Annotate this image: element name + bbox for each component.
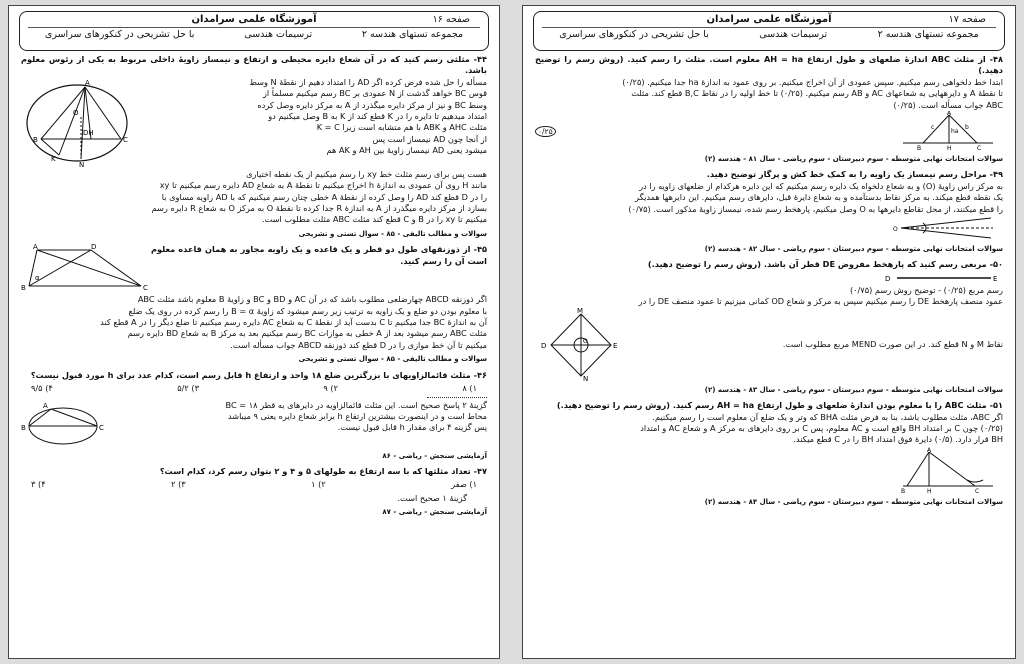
- q44-line: میشود یعنی AD نیمساز زاویهٔ بین AH و AK هم: [326, 145, 487, 156]
- segment-de-figure: [883, 271, 1003, 285]
- q44-line: مثلث AHC و ABK با هم متشابه است زیرا K = C: [316, 122, 487, 133]
- q45-line: مثلث ABC رسم میشود بعد از A خطی به موازات BC رسم میکنیم بعد به مرکز B به شعاع BD دایره رسم: [127, 328, 487, 339]
- svg-text:B: B: [917, 145, 922, 152]
- q45-line: با معلوم بودن دو ضلع و یک زاویه به ترتیب زیر رسم میشود که زاویهٔ B = α را رسم کرده در روی یک ضلع: [128, 305, 487, 316]
- svg-text:E: E: [993, 274, 998, 283]
- svg-text:O: O: [73, 108, 79, 117]
- svg-text:O: O: [583, 337, 588, 345]
- svg-text:C: C: [123, 135, 128, 144]
- question-50-title: ۵۰- مربعی رسم کنید که پارهخط مفروض DE قطر آن باشد. (روش رسم را توضیح دهید.): [647, 259, 1003, 270]
- topic-title: ترسیمات هندسی: [244, 29, 313, 40]
- svg-text:N: N: [583, 374, 589, 382]
- q46-line: گزینهٔ ۲ پاسخ صحیح است. این مثلث قائمالزاویه در دایرهای به قطر BC = ۱۸: [225, 399, 487, 410]
- collection-title: مجموعه تستهای هندسه ۲: [361, 29, 464, 40]
- svg-text:B: B: [901, 487, 906, 494]
- source-note: سوالات امتحانات نهایی متوسطه - سوم دبیرستان - سوم ریاضی - سال ۸۴ - هندسه (۲): [704, 497, 1003, 506]
- page-content: [535, 54, 1003, 654]
- dotted-underline: [427, 397, 487, 398]
- svg-text:B: B: [33, 135, 38, 144]
- option[interactable]: ۴) ۹/۵: [31, 383, 53, 394]
- svg-text:N: N: [79, 160, 85, 169]
- svg-text:C: C: [99, 423, 104, 432]
- svg-text:B: B: [21, 423, 26, 432]
- page-17: [522, 5, 1016, 659]
- q44-line: هست پس برای رسم مثلث خط xy را رسم میکنیم از یک نقطه اختیاری: [246, 168, 487, 179]
- trapezoid-figure: [21, 244, 151, 294]
- q44-line: قوس BC خواهد گذشت از N عمودی بر BC رسم میکنیم مسلماً از: [262, 88, 487, 99]
- svg-text:D: D: [541, 341, 547, 350]
- question-48-title: ۴۸- از مثلث ABC اندازهٔ ضلعهای و طول ارتفاع AH = ha معلوم است. مثلث را رسم کنید. (روش رسم را توضیح دهید.): [535, 54, 1003, 76]
- svg-text:A: A: [33, 244, 38, 252]
- svg-text:D: D: [91, 244, 97, 252]
- source-note: آزمایشی سنجش - ریاضی - ۸۷: [382, 508, 487, 517]
- q44-line: وسط BC و نیز از مرکز دایره میگذرد از A به مرکز دایره وصل کرده: [257, 99, 487, 110]
- q44-line: مانند H روی آن عمودی به اندازهٔ h اخراج میکنیم تا نقطهٔ A به شعاع AD دایره رسم میکنیم تا xy: [159, 180, 487, 191]
- page-header: [19, 11, 489, 51]
- svg-text:M: M: [577, 307, 584, 315]
- q45-line: آن به اندازهٔ BC جدا میکنیم تا C بدست آید از نقطهٔ C به شعاع AC دایره رسم میکنیم تا ضلع دیگر را در A قطع کند: [100, 317, 487, 328]
- question-47-title: ۴۷- تعداد مثلثها که با سه ارتفاع به طولهای ۵ و ۴ و ۲ بتوان رسم کرد، کدام است؟: [159, 465, 487, 476]
- right-triangle-figure: [893, 446, 1003, 494]
- option[interactable]: ۳) ۲: [171, 479, 186, 490]
- q44-line: بسازد از مرکز دایره میگذرد از A به اندازهٔ R جدا کرده تا نقطهٔ O به مرکز O به شعاع R دایره رسم: [151, 203, 487, 214]
- q48-line: ABC جواب مسأله است. (۰/۲۵): [893, 99, 1003, 110]
- source-note: سوالات و مطالب تالیفی - ۸۵ - سوال تستی و تشریحی: [298, 229, 487, 238]
- topic-title: ترسیمات هندسی: [759, 29, 828, 40]
- square-figure: [535, 308, 627, 382]
- svg-text:H: H: [947, 145, 952, 152]
- question-44-title: ۴۴- مثلثی رسم کنید که در آن شعاع دایره محیطی و ارتفاع و نیمساز زاویهٔ داخلی مربوط به یکی از رئوس معلوم باشد.: [21, 54, 487, 76]
- source-note: سوالات امتحانات نهایی متوسطه - سوم دبیرستان - سوم ریاضی - سال ۸۲ - هندسه (۲): [704, 245, 1003, 254]
- school-name: آموزشگاه علمی سرامدان: [706, 14, 832, 25]
- q45-line: میکنیم تا آن خط موازی را در D قطع کند ذوزنقه ABCD جواب مسأله است.: [230, 339, 487, 350]
- svg-text:E: E: [613, 341, 618, 350]
- option[interactable]: ۲) ۹: [323, 383, 338, 394]
- svg-text:DH: DH: [83, 128, 94, 137]
- svg-text:C: C: [975, 487, 980, 494]
- q45-line: اگر ذوزنقه ABCD چهارضلعی مطلوب باشد که در آن AC و BD و BC و زاویهٔ B معلوم باشد مثلث ABC: [137, 294, 487, 305]
- option[interactable]: ۳) ۵/۲: [177, 383, 199, 394]
- svg-text:c: c: [931, 124, 935, 132]
- question-49-title: ۴۹- مراحل رسم نیمساز یک زاویه را به کمک خط کش و پرگار توضیح دهید.: [706, 169, 1003, 180]
- q46-line: محاط است و در اینصورت بیشترین ارتفاع h برابر شعاع دایره یعنی ۹ میباشد: [227, 410, 487, 421]
- q44-line: مسأله را حل شده فرض کرده اگر AD را امتداد دهیم از نقطهٔ N وسط: [249, 76, 487, 87]
- source-note: سوالات امتحانات نهایی متوسطه - سوم دبیرستان - سوم ریاضی - سال ۸۳ - هندسه (۲): [704, 385, 1003, 394]
- question-45-title: ۴۵- از ذوزنقهای طول دو قطر و یک قاعده و یک زاویه مجاور به همان قاعده معلوم است آن را رسم کنید.: [151, 244, 487, 266]
- svg-text:O: O: [893, 226, 898, 234]
- q51-line: اگر ABC، مثلث مطلوب باشد، بنا به فرض مثلث BHA که وتر و یک ضلع آن معلوم است را رسم میکنیم.: [652, 411, 1003, 422]
- q47-answer: گزینهٔ ۱ صحیح است.: [397, 492, 467, 503]
- svg-text:C: C: [977, 145, 982, 152]
- q47-options: [21, 479, 487, 490]
- q48-line: ابتدا خط دلخواهی رسم میکنیم. سپس عمودی از آن اخراج میکنیم. بر روی عمود به اندازهٔ ha جدا میکنیم. (۰/۲۵): [622, 76, 1003, 87]
- option[interactable]: ۱) صفر: [451, 479, 477, 490]
- question-51-title: ۵۱- مثلث ABC را با معلوم بودن اندازهٔ ضلعهای و طول ارتفاع AH = ha رسم کنید. (روش رسم را توضیح دهید.): [556, 400, 1003, 411]
- q50-line: نقاط M و N قطع کند. در این صورت MEND مربع مطلوب است.: [782, 338, 1003, 349]
- page-number: صفحه ۱۶: [432, 14, 470, 25]
- q48-line: تا نقطهٔ A و دایرههایی به شعاعهای AC و AB رسم میکنیم. (۰/۲۵) تا خط اولیه را در نقاط B,C قطع کند. مثلث: [631, 88, 1003, 99]
- page-content: [21, 54, 487, 654]
- q49-line: را قطع میکنند، از محل تقاطع دایرهها به O وصل میکنیم، پارهخط رسم شده، نیمساز زاویهٔ مذکور است. (۰/۷۵): [628, 203, 1003, 214]
- svg-text:A: A: [43, 401, 48, 410]
- angle-bisector-figure: [893, 215, 1003, 241]
- source-note: آزمایشی سنجش - ریاضی - ۸۶: [382, 451, 487, 460]
- svg-text:A: A: [85, 78, 90, 87]
- svg-text:A: A: [927, 446, 932, 454]
- q51-line: (۰/۲۵) چون C بر امتداد BH واقع است و AC معلوم، پس C بر روی دایرهای به مرکز A و شعاع AC و امتداد: [640, 422, 1003, 433]
- question-46-title: ۴۶- مثلث قائمالزاویهای با بزرگترین ضلع ۱۸ واحد و ارتفاع h قابل رسم است، کدام عدد برای h مورد قبول نیست؟: [30, 369, 487, 380]
- triangle-altitude-figure: [893, 111, 1003, 151]
- q49-line: به مرکز راس زاویهٔ (O) و به شعاع دلخواه یک دایره رسم میکنیم که این دایره هرکدام از ضلعهای زاویه را در: [639, 180, 1003, 191]
- svg-text:H: H: [927, 487, 932, 494]
- svg-text:D: D: [885, 274, 891, 283]
- description: با حل تشریحی در کنکورهای سراسری: [44, 29, 195, 40]
- svg-text:B: B: [21, 284, 26, 293]
- option[interactable]: ۲) ۱: [311, 479, 326, 490]
- svg-text:A: A: [947, 111, 952, 118]
- score-mark: ۰/۲۵: [535, 126, 556, 137]
- option[interactable]: ۱) ۸: [462, 383, 477, 394]
- svg-text:K: K: [51, 154, 56, 163]
- source-note: سوالات امتحانات نهایی متوسطه - سوم دبیرستان - سوم ریاضی - سال ۸۱ - هندسه (۲): [704, 155, 1003, 164]
- page-header: [533, 11, 1005, 51]
- q46-options: [21, 383, 487, 394]
- page-16: [8, 5, 500, 659]
- svg-text:α: α: [35, 274, 40, 283]
- source-note: سوالات و مطالب تالیفی - ۸۵ - سوال تستی و تشریحی: [298, 355, 487, 364]
- circle-figure: [21, 77, 139, 169]
- q44-line: را در D قطع کند AD را وصل کرده از نقطهٔ A خطی چنان رسم میکنیم که با AD زاویه مساوی با: [161, 191, 487, 202]
- semicircle-figure: [21, 400, 111, 448]
- svg-text:ha: ha: [951, 128, 959, 136]
- q50-line: رسم مربع (۰/۲۵) - توضیح روش رسم (۰/۷۵): [849, 284, 1003, 295]
- svg-text:b: b: [965, 124, 969, 132]
- q51-line: BH قرار دارد. (۰/۵) دایرهٔ فوق امتداد BH را در C قطع میکند.: [793, 434, 1003, 445]
- collection-title: مجموعه تستهای هندسه ۲: [877, 29, 979, 40]
- description: با حل تشریحی در کنکورهای سراسری: [559, 29, 709, 40]
- page-number: صفحه ۱۷: [948, 14, 986, 25]
- svg-text:C: C: [143, 284, 148, 293]
- q50-line: عمود منصف پارهخط DE را رسم میکنیم سپس به مرکز و شعاع OD کمانی میزنیم تا عمود منصف DE را در: [638, 296, 1003, 307]
- q44-line: میکنیم تا xy را در B و C قطع کند مثلث ABC مثلث مطلوب است.: [261, 214, 487, 225]
- q44-line: از آنجا چون AD نیمساز است پس: [372, 133, 487, 144]
- q44-line: امتداد میدهیم تا دایره را در K قطع کند از K به B وصل میکنیم دو: [268, 111, 487, 122]
- option[interactable]: ۴) ۳: [31, 479, 46, 490]
- q49-line: یک نقطه قطع میکند. به مرکز نقاط بدستآمده و به شعاع دایرهٔ قبل، دایرهای رسم میکنیم. این دایرهها همدیگر: [635, 192, 1003, 203]
- q46-line: پس گزینه ۴ برای مقدار h قابل قبول نیست.: [337, 422, 487, 433]
- school-name: آموزشگاه علمی سرامدان: [191, 14, 317, 25]
